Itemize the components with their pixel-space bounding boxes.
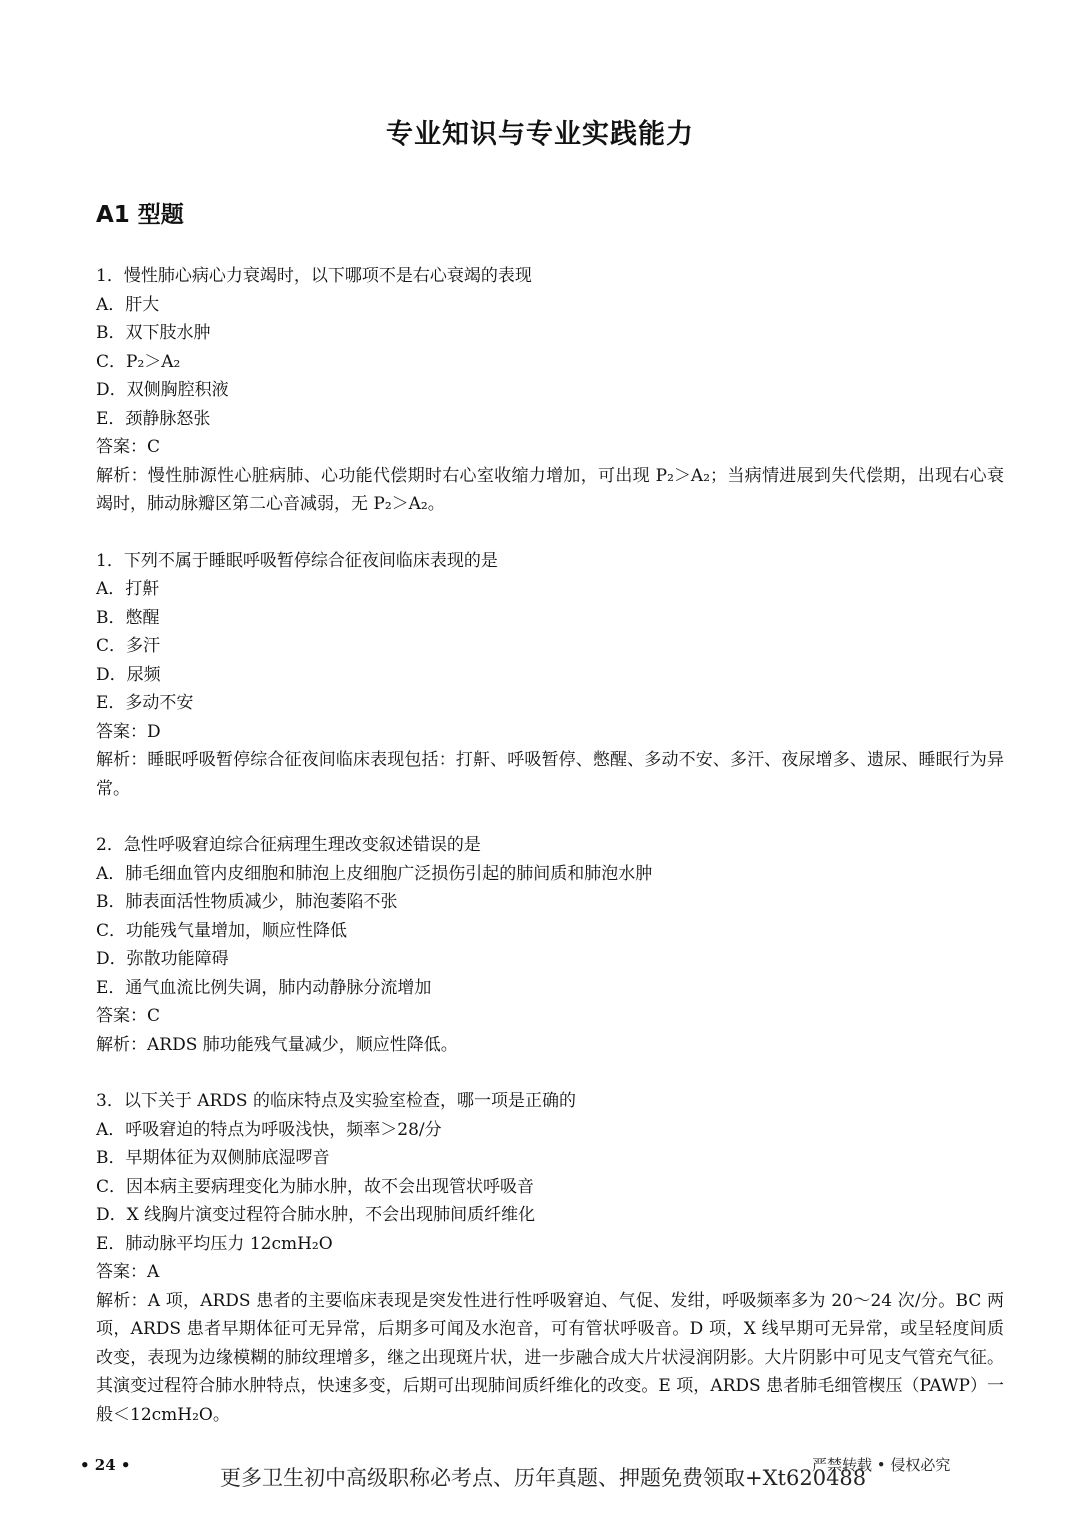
question-stem: 2．急性呼吸窘迫综合征病理生理改变叙述错误的是 <box>96 835 481 855</box>
option-b: B．肺表面活性物质减少，肺泡萎陷不张 <box>96 892 398 912</box>
explanation: 解析：慢性肺源性心脏病肺、心功能代偿期时右心室收缩力增加，可出现 P₂＞A₂；当病情进展到失代偿期，出现右心衰竭时，肺动脉瓣区第二心音减弱，无 P₂＞A₂。 <box>96 465 1004 514</box>
page-title: 专业知识与专业实践能力 <box>386 119 694 150</box>
option-d: D．X 线胸片演变过程符合肺水肿，不会出现肺间质纤维化 <box>96 1205 536 1225</box>
answer: 答案：C <box>96 437 161 457</box>
promo-banner: 更多卫生初中高级职称必考点、历年真题、押题免费领取+Xt620488 <box>220 1466 867 1490</box>
section-heading: A1 型题 <box>96 202 184 228</box>
option-c: C．多汗 <box>96 636 161 656</box>
option-e: E．通气血流比例失调，肺内动静脉分流增加 <box>96 977 432 998</box>
explanation: 解析：A 项，ARDS 患者的主要临床表现是突发性进行性呼吸窘迫、气促、发绀，呼吸频率多为 20～24 次/分。BC 两项，ARDS 患者早期体征可无异常，后期多可闻及水泡音，可有管状呼吸音。D 项，X 线早期可无异常，或呈轻度间质改变，表现为边缘模糊的肺纹理增多，继之出现斑片状，进一步融合成大片状浸润阴影。大片阴影中可见支气管充气征。其演变过程符合肺水肿特点，快速多变，后期可出现肺间质纤维化的改变。E 项，ARDS 患者肺毛细管楔压（PAWP）一般＜12cmH₂O。 <box>96 1290 1004 1425</box>
option-b: B．双下肢水肿 <box>96 323 211 343</box>
copyright-notice: 严禁转载 • 侵权必究 <box>812 1456 951 1474</box>
question-item <box>96 831 1004 1059</box>
question-stem: 1．下列不属于睡眠呼吸暂停综合征夜间临床表现的是 <box>96 550 498 571</box>
option-a: A．呼吸窘迫的特点为呼吸浅快，频率＞28/分 <box>96 1119 442 1140</box>
option-d: D．尿频 <box>96 664 161 685</box>
answer: 答案：A <box>96 1262 160 1282</box>
question-item <box>96 262 1004 519</box>
answer: 答案：D <box>96 721 161 742</box>
option-c: C．因本病主要病理变化为肺水肿，故不会出现管状呼吸音 <box>96 1176 535 1197</box>
option-e: E．肺动脉平均压力 12cmH₂O <box>96 1233 333 1254</box>
option-a: A．肺毛细血管内皮细胞和肺泡上皮细胞广泛损伤引起的肺间质和肺泡水肿 <box>96 863 653 884</box>
option-c: C．P₂＞A₂ <box>96 351 181 372</box>
option-a: A．肝大 <box>96 294 160 315</box>
answer: 答案：C <box>96 1006 161 1026</box>
option-e: E．多动不安 <box>96 693 194 713</box>
option-b: B．憋醒 <box>96 607 160 628</box>
question-list <box>96 262 1004 1457</box>
question-item <box>96 1087 1004 1429</box>
option-c: C．功能残气量增加，顺应性降低 <box>96 920 348 941</box>
page-number: • 24 • <box>80 1456 131 1474</box>
option-e: E．颈静脉怒张 <box>96 408 211 429</box>
option-d: D．弥散功能障碍 <box>96 949 229 969</box>
question-item <box>96 547 1004 804</box>
option-d: D．双侧胸腔积液 <box>96 380 229 400</box>
explanation: 解析：ARDS 肺功能残气量减少，顺应性降低。 <box>96 1034 458 1055</box>
question-stem: 1．慢性肺心病心力衰竭时，以下哪项不是右心衰竭的表现 <box>96 266 532 286</box>
option-a: A．打鼾 <box>96 579 160 599</box>
explanation: 解析：睡眠呼吸暂停综合征夜间临床表现包括：打鼾、呼吸暂停、憋醒、多动不安、多汗、夜尿增多、遗尿、睡眠行为异常。 <box>96 750 1004 799</box>
option-b: B．早期体征为双侧肺底湿啰音 <box>96 1148 330 1168</box>
question-stem: 3．以下关于 ARDS 的临床特点及实验室检查，哪一项是正确的 <box>96 1091 576 1111</box>
